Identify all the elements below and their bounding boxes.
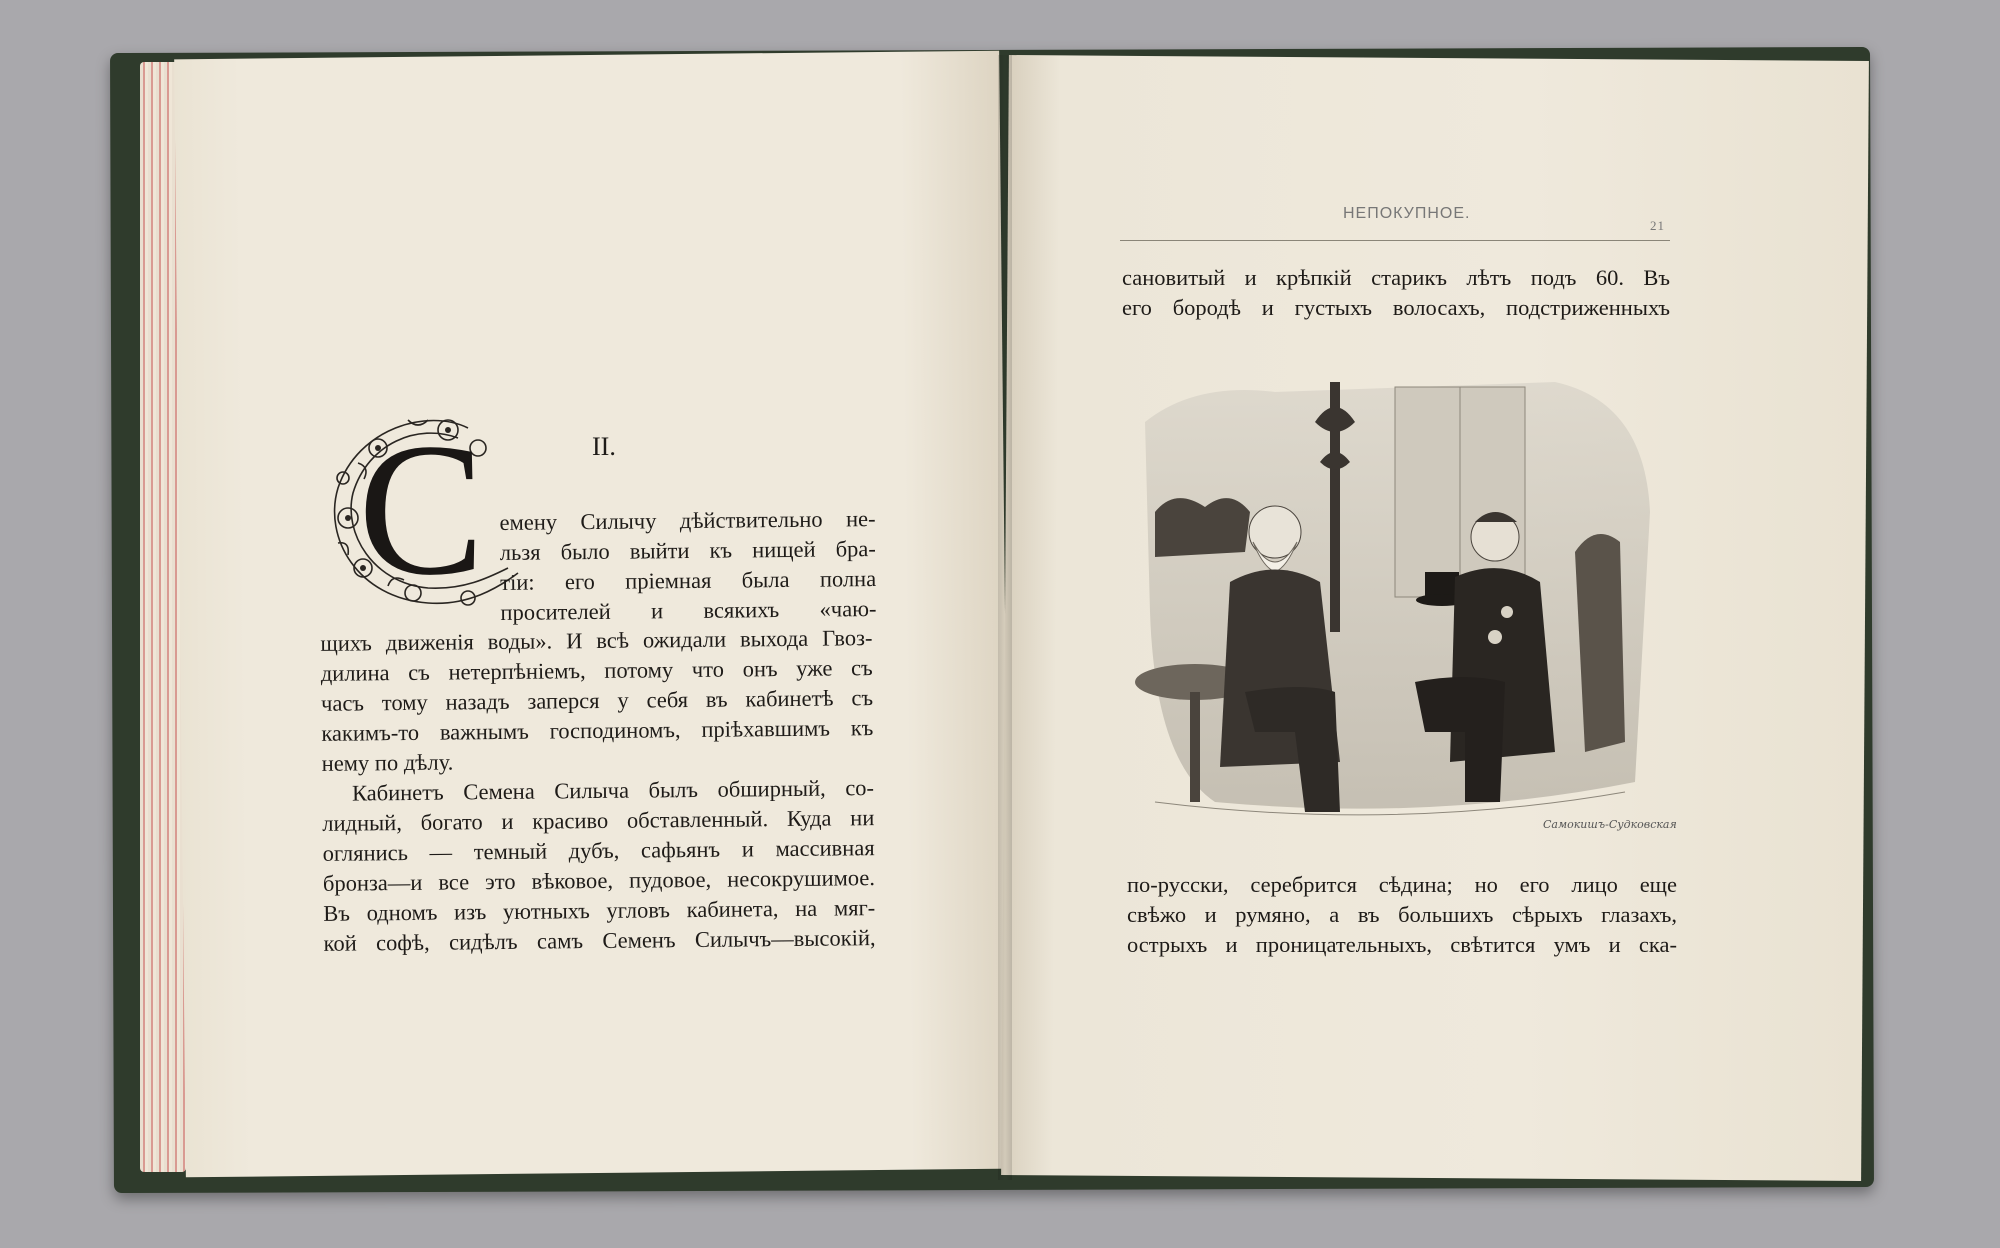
text-line: его бородѣ и густыхъ волосахъ, подстриженныхъ: [1122, 295, 1670, 320]
text-line: лидный, богато и красиво обставленный. Куда ни: [322, 805, 875, 836]
text-line: кой софѣ, сидѣлъ самъ Семенъ Силычъ—высокій,: [323, 925, 876, 956]
running-head: НЕПОКУПНОЕ.: [1343, 205, 1471, 222]
text-line: емену Силычу дѣйствительно не-: [499, 506, 876, 535]
text-line: нему по дѣлу.: [321, 749, 454, 776]
text-line: Кабинетъ Семена Силыча былъ обширный, со-: [351, 775, 875, 806]
left-page-text-full: [320, 623, 875, 959]
text-line: острыхъ и проницательныхъ, свѣтится умъ и ска-: [1127, 932, 1677, 957]
text-line: по-русски, серебрится сѣдина; но его лицо еще: [1127, 872, 1677, 897]
text-line: тіи: его пріемная была полна: [500, 566, 877, 595]
text-line: свѣжо и румяно, а въ большихъ сѣрыхъ глазахъ,: [1127, 902, 1677, 927]
text-line: Въ одномъ изъ уютныхъ угловъ кабинета, на мяг-: [323, 895, 876, 926]
text-line: щихъ движенія воды». И всѣ ожидали выхода Гвоз-: [320, 625, 873, 656]
engraving-illustration: [1135, 362, 1660, 837]
header-rule: [1120, 240, 1670, 241]
right-page-text-top: [1122, 263, 1670, 323]
drop-cap-letter: С: [358, 408, 485, 615]
left-page-text: [499, 504, 876, 628]
text-line: просителей и всякихъ «чаю-: [500, 596, 877, 625]
chapter-number: II.: [592, 432, 616, 461]
text-line: часъ тому назадъ заперся у себя въ кабинетѣ съ: [320, 685, 874, 716]
text-line: дилина съ нетерпѣніемъ, потому что онъ уже съ: [320, 655, 873, 686]
right-page-text-bottom: [1127, 870, 1677, 960]
text-line: оглянись — темный дубъ, сафьянъ и массивная: [322, 835, 875, 866]
text-line: какимъ-то важнымъ господиномъ, пріѣхавшимъ къ: [321, 715, 874, 746]
text-line: льзя было выйти къ нищей бра-: [499, 536, 876, 565]
page-number: 21: [1650, 218, 1665, 233]
text-line: сановитый и крѣпкій старикъ лѣтъ подъ 60. Въ: [1122, 265, 1670, 290]
text-line: бронза—и все это вѣковое, пудовое, несокрушимое.: [322, 865, 876, 896]
illustration-signature: Самокишъ-Судковская: [1543, 818, 1677, 831]
book-gutter: [998, 55, 1012, 1180]
